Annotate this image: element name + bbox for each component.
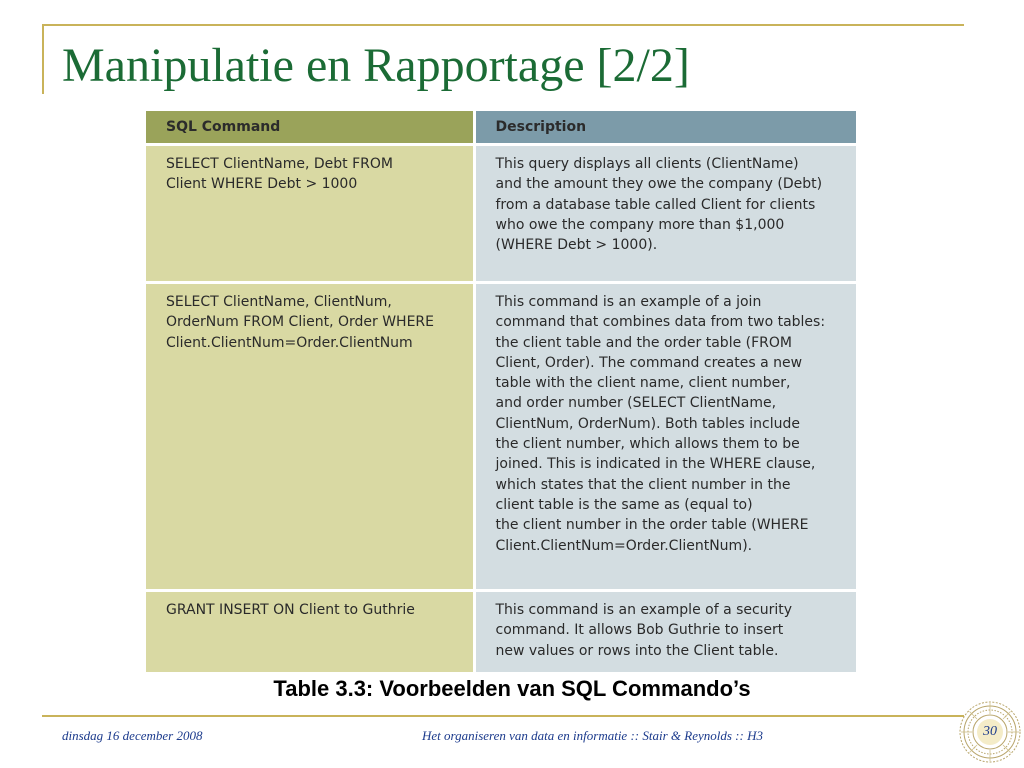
page-number: 30 xyxy=(983,724,997,739)
sql-commands-table xyxy=(146,111,856,672)
table-caption: Table 3.3: Voorbeelden van SQL Commando’s xyxy=(273,676,751,701)
header-description: Description xyxy=(474,111,856,145)
footer-date: dinsdag 16 december 2008 xyxy=(62,728,203,743)
frame-top-line xyxy=(42,24,964,26)
description-cell xyxy=(474,591,856,673)
frame-left-line xyxy=(42,24,44,94)
header-sql-command: SQL Command xyxy=(146,111,474,145)
command-text: SELECT ClientName, ClientNum, OrderNum FROM Client, Order WHERE Client.ClientNum=Order.ClientNum xyxy=(166,294,435,351)
command-cell xyxy=(146,283,474,591)
footer-text: Het organiseren van data en informatie :: Stair & Reynolds :: H3 xyxy=(422,728,763,743)
slide-title: Manipulatie en Rapportage [2/2] xyxy=(62,39,690,92)
description-cell xyxy=(474,145,856,283)
command-cell xyxy=(146,145,474,283)
table-row xyxy=(146,145,856,283)
command-cell xyxy=(146,591,474,673)
table-header-row xyxy=(146,111,856,145)
table-row xyxy=(146,283,856,591)
command-text: GRANT INSERT ON Client to Guthrie xyxy=(166,602,415,618)
description-text: This command is an example of a join command that combines data from two tables: the client table and the order table (FROM Client, Order). The command creates a new table with the client name, client number, and order number (SELECT ClientName, ClientNum, OrderNum). Both tables include the client number, which allows them to be joined. This is indicated in the WHERE clause, which states that the client number in the client table is the same as (equal to) the client number in the order table (WHERE Client.ClientNum=Order.ClientNum). xyxy=(495,294,826,554)
description-text: This query displays all clients (ClientName) and the amount they owe the company (Debt) from a database table called Client for clients who owe the company more than $1,000 (WHERE Debt > 1000). xyxy=(495,156,823,254)
description-text: This command is an example of a security command. It allows Bob Guthrie to insert new values or rows into the Client table. xyxy=(495,602,793,659)
command-text: SELECT ClientName, Debt FROM Client WHERE Debt > 1000 xyxy=(166,156,393,193)
table-row xyxy=(146,591,856,673)
frame-bottom-line xyxy=(42,715,964,717)
description-cell xyxy=(474,283,856,591)
